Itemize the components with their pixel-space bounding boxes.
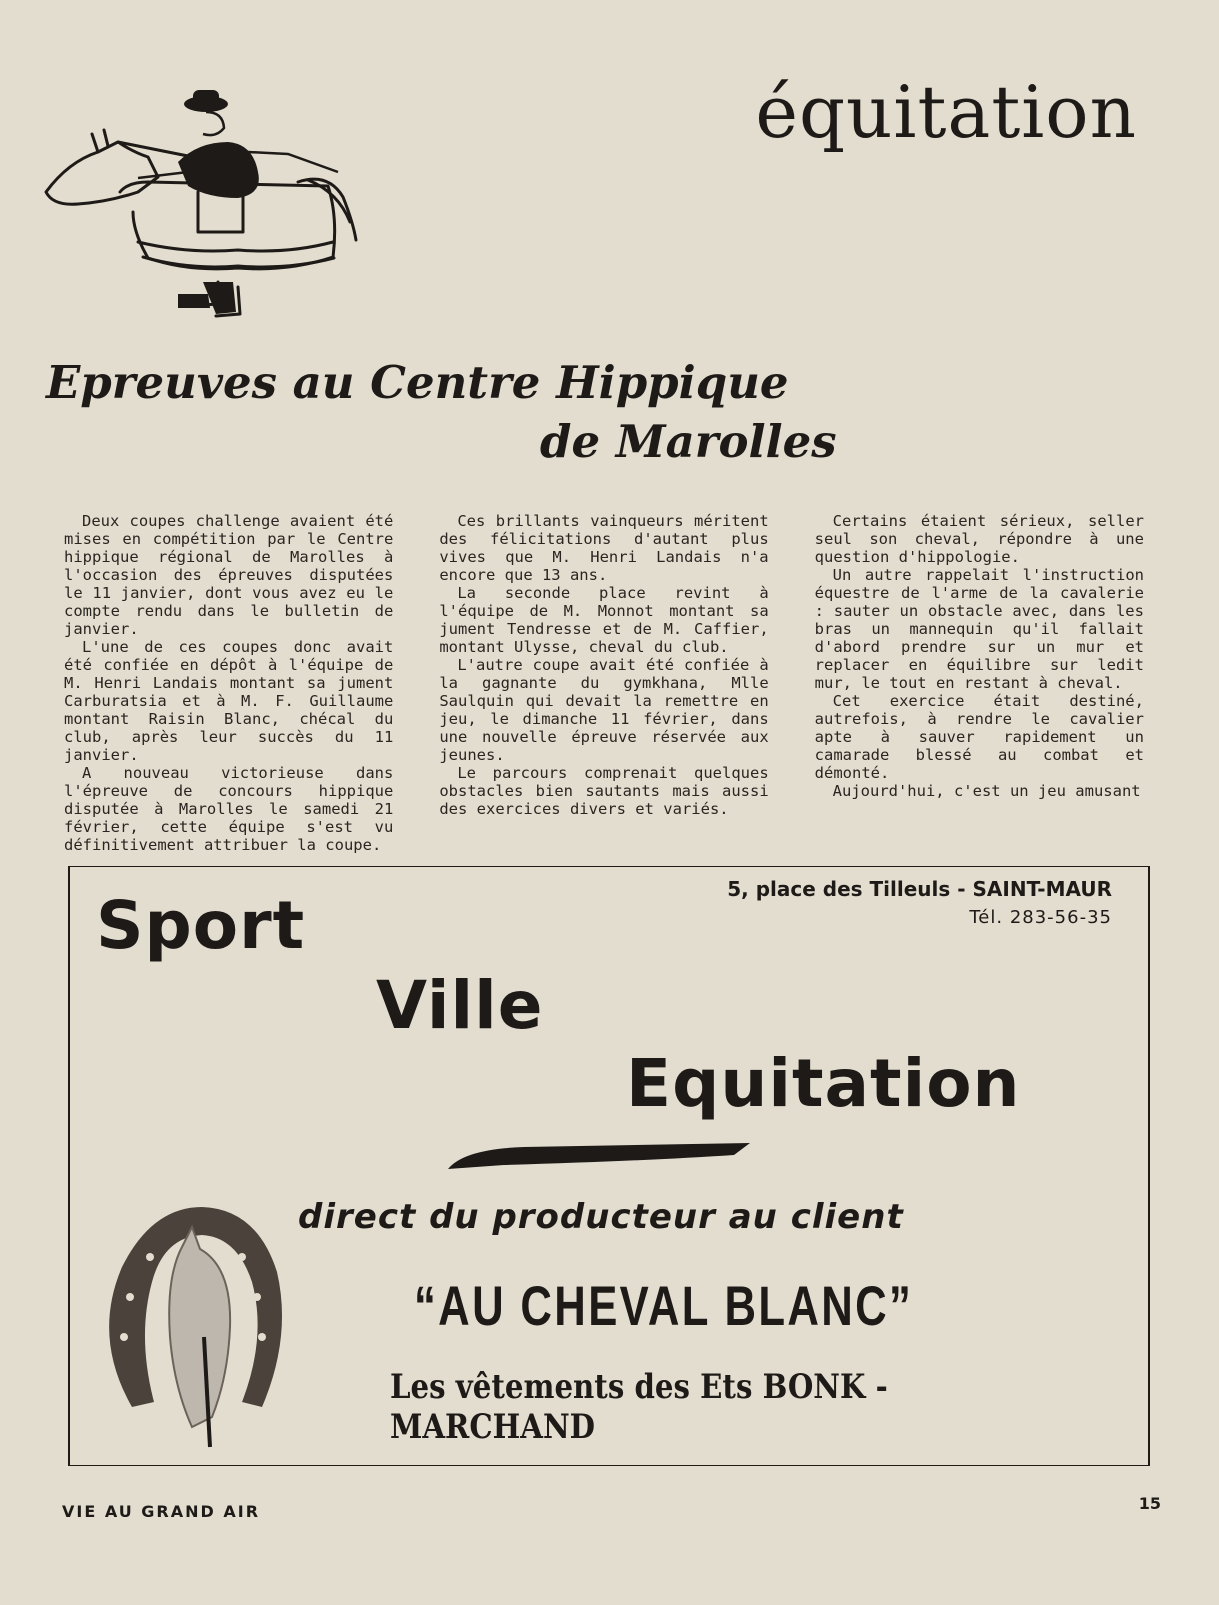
article-paragraph: A nouveau victorieuse dans l'épreuve de concours hippique disputée à Marolles le samedi 21 février, cette équipe s'est vu définitivement attribuer la coupe. (64, 764, 394, 854)
article-paragraph: Certains étaient sérieux, seller seul son cheval, répondre à une question d'hippologie. (814, 512, 1144, 566)
rider-horse-illustration (38, 82, 388, 332)
article-paragraph: Aujourd'hui, c'est un jeu amusant (832, 782, 1141, 800)
article-paragraph: Cet exercice était destiné, autrefois, à rendre le cavalier apte à sauver rapidement un camarade blessé au combat et démonté. (814, 692, 1144, 782)
article-column-1 (64, 512, 394, 854)
swoosh-divider-icon (444, 1139, 754, 1175)
footer-magazine-name: VIE AU GRAND AIR (62, 1502, 261, 1521)
article-paragraph: Ces brillants vainqueurs méritent des félicitations d'autant plus vives que M. Henri Landais n'a encore que 13 ans. (439, 512, 769, 584)
ad-brand-equitation: Equitation (626, 1045, 1021, 1122)
article-paragraph: L'une de ces coupes donc avait été confiée en dépôt à l'équipe de M. Henri Landais montant sa jument Carburatsia et à M. F. Guillaume montant Raisin Blanc, chécal du club, après leur succès du 11 janvier. (64, 638, 394, 764)
ad-address (727, 877, 1112, 928)
article-column-3 (815, 512, 1144, 842)
ad-address-line: 5, place des Tilleuls - SAINT-MAUR (727, 877, 1112, 901)
ad-shop-name: “AU CHEVAL BLANC” (414, 1274, 914, 1337)
ad-clothing-line: Les vêtements des Ets BONK - MARCHAND (390, 1367, 888, 1447)
article-paragraph: Deux coupes challenge avaient été mises en compétition par le Centre hippique régional de Marolles à l'occasion des épreuves disputées le 11 janvier, dont vous avez eu le compte rendu dans le bulletin de janvier. (64, 512, 394, 638)
horseshoe-horse-head-icon (92, 1187, 302, 1457)
article-paragraph: Le parcours comprenait quelques obstacles bien sautants mais aussi des exercices divers et variés. (439, 764, 769, 818)
article-headline (46, 354, 866, 471)
headline-line-2: de Marolles (540, 414, 837, 468)
article-paragraph: L'autre coupe avait été confiée à la gagnante du gymkhana, Mlle Saulquin qui devait la remettre en jeu, le dimanche 11 février, dans une nouvelle épreuve réservée aux jeunes. (439, 656, 769, 764)
article-body (64, 512, 1144, 854)
ad-tagline: direct du producteur au client (298, 1197, 904, 1237)
page-number: 15 (1138, 1494, 1161, 1513)
ad-brand-ville: Ville (376, 967, 544, 1044)
article-paragraph: Un autre rappelait l'instruction équestre de l'arme de la cavalerie : sauter un obstacle avec, dans les bras un mannequin qu'il fallait d'abord prendre sur un mur et replacer en équilibre sur ledit mur, le tout en restant à cheval. (814, 566, 1144, 692)
advertisement (68, 866, 1150, 1466)
section-title: équitation (755, 70, 1137, 154)
article-column-2 (439, 512, 768, 842)
headline-line-1: Epreuves au Centre Hippique (46, 356, 789, 409)
article-paragraph: La seconde place revint à l'équipe de M. Monnot montant sa jument Tendresse et de M. Caffier, montant Ulysse, cheval du club. (439, 584, 769, 656)
ad-brand-sport: Sport (96, 887, 306, 964)
ad-phone: Tél. 283-56-35 (969, 907, 1112, 928)
